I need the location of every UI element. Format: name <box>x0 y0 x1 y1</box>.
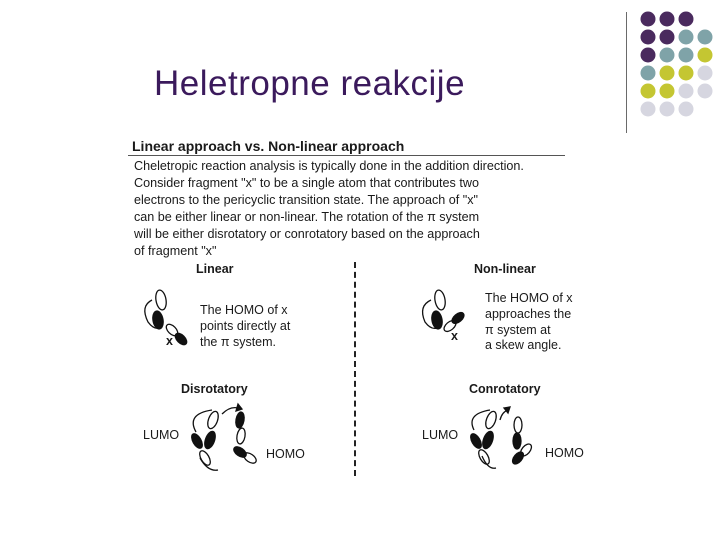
nonlinear-homo-label: HOMO <box>545 446 584 460</box>
figure-heading: Linear approach vs. Non-linear approach <box>132 138 405 154</box>
conrotatory-orbitals <box>469 407 534 468</box>
disrotatory-label: Disrotatory <box>181 382 248 396</box>
description-line: the π system. <box>200 334 277 349</box>
description-line: The HOMO of x <box>200 303 288 317</box>
paragraph-line: Consider fragment "x" to be a single atom that contributes two <box>134 175 479 190</box>
paragraph-line: will be either disrotatory or conrotatory based on the approach <box>134 226 480 241</box>
description-line: approaches the <box>485 306 572 321</box>
description-line: The HOMO of x <box>485 291 573 305</box>
slide-title: Heletropne reakcije <box>154 64 466 103</box>
paragraph-line: electrons to the pericyclic transition state. The approach of "x" <box>134 192 479 207</box>
nonlinear-approach-orbitals <box>423 289 466 333</box>
conrotatory-label: Conrotatory <box>469 382 541 396</box>
paragraph-line: can be either linear or non-linear. The rotation of the π system <box>134 209 480 224</box>
description-line: points directly at <box>200 318 291 333</box>
nonlinear-x-label: x <box>451 329 458 343</box>
nonlinear-lumo-label: LUMO <box>422 428 459 442</box>
nonlinear-description <box>485 291 573 354</box>
linear-homo-label: HOMO <box>266 447 305 461</box>
disrotatory-orbitals <box>190 404 258 470</box>
linear-label: Linear <box>196 262 234 276</box>
linear-lumo-label: LUMO <box>143 428 180 442</box>
paragraph-line: of fragment "x" <box>134 243 217 258</box>
description-line: a skew angle. <box>485 338 562 353</box>
nonlinear-label: Non-linear <box>474 262 536 276</box>
linear-x-label: x <box>166 334 173 348</box>
linear-description <box>200 303 290 350</box>
paragraph-line: Cheletropic reaction analysis is typically done in the addition direction. <box>134 159 524 173</box>
description-line: π system at <box>485 322 551 337</box>
